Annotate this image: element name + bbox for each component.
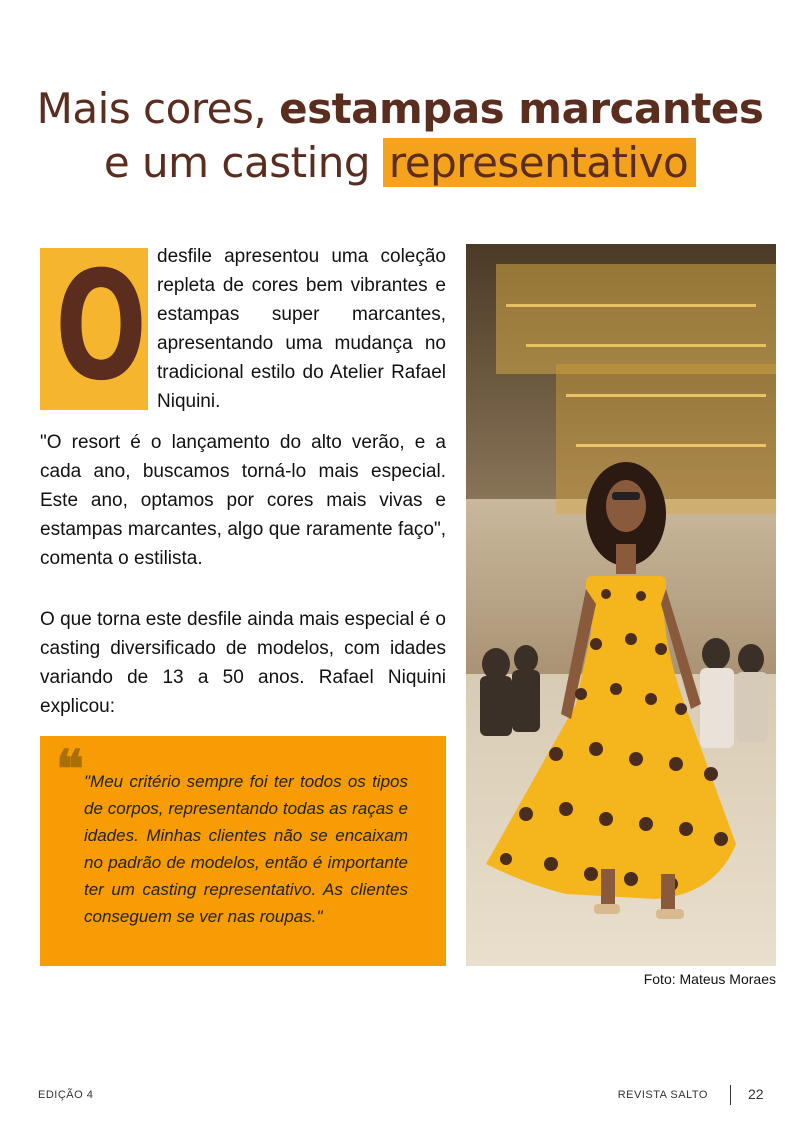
pull-quote-text: "Meu critério sempre foi ter todos os tipos de corpos, representando todas as raças e idades. Minhas clientes não se encaixam no padrão de modelos, então é importante ter um casting representativo. As clientes conseguem se ver nas roupas." <box>84 772 408 926</box>
headline <box>0 82 800 190</box>
drop-cap-letter: O <box>55 240 147 414</box>
drop-cap <box>40 240 148 414</box>
footer-edition: EDIÇÃO 4 <box>38 1089 94 1101</box>
runway-photo <box>466 244 776 966</box>
headline-light-1: Mais cores, <box>36 84 280 133</box>
page-number: 22 <box>748 1086 764 1102</box>
headline-line-1 <box>0 82 800 136</box>
photo-caption: Foto: Mateus Moraes <box>643 971 776 987</box>
intro-paragraph: desfile apresentou uma coleção repleta de cores bem vibrantes e estampas super marcantes, apresentando uma mudança no tradicional estilo do Atelier Rafael Niquini. <box>157 246 446 412</box>
footer-magazine: REVISTA SALTO <box>617 1089 708 1101</box>
headline-line-2 <box>0 136 800 190</box>
headline-bold: estampas marcantes <box>279 84 764 133</box>
casting-paragraph: O que torna este desfile ainda mais especial é o casting diversificado de modelos, com idades variando de 13 a 50 anos. Rafael Niquini explicou: <box>40 609 446 717</box>
pull-quote <box>40 736 446 966</box>
runway-photo-illustration <box>466 244 776 966</box>
footer-divider <box>730 1085 731 1105</box>
quote-mark-icon: ❝ <box>56 739 84 800</box>
headline-highlight: representativo <box>383 138 696 187</box>
quote-paragraph: "O resort é o lançamento do alto verão, e a cada ano, buscamos torná-lo mais especial. Este ano, optamos por cores mais vivas e estampas marcantes, algo que raramente faço", comenta o estilista. <box>40 432 446 569</box>
headline-light-2: e um casting <box>103 138 383 187</box>
